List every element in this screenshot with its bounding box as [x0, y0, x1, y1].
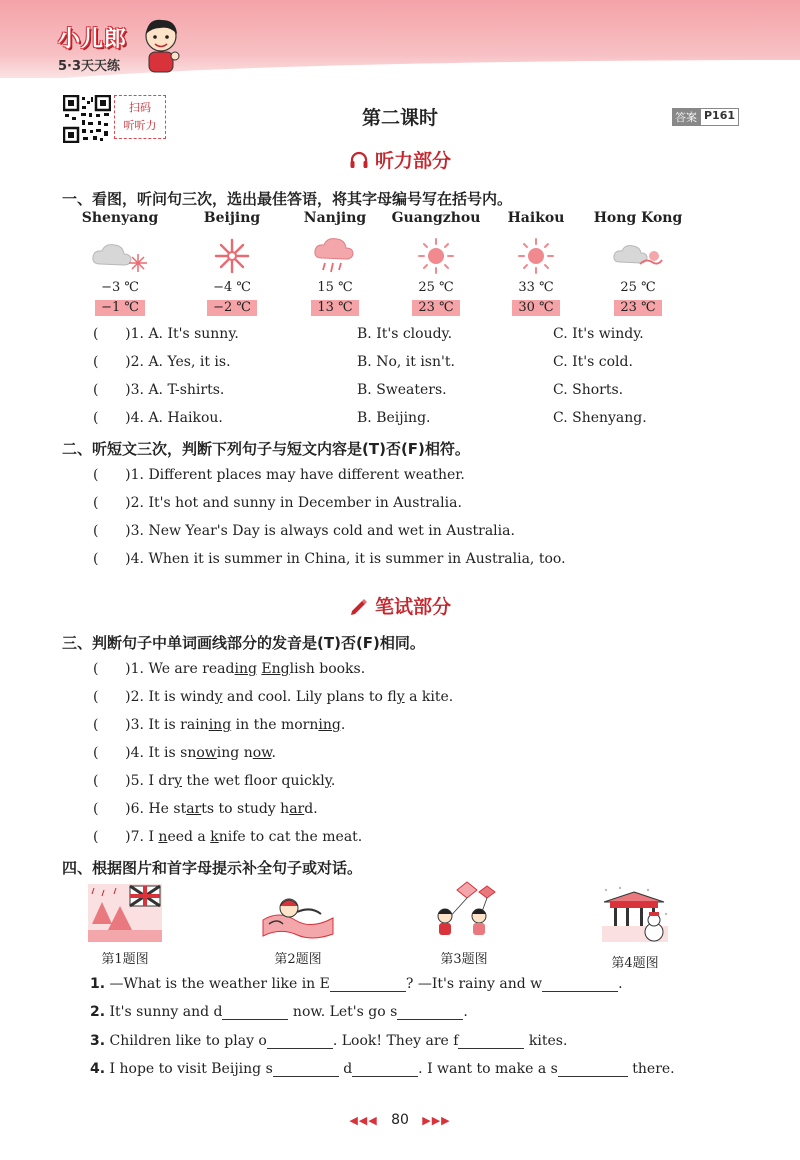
- lesson-title: 第二课时: [361, 107, 438, 129]
- picture-row: [0, 880, 800, 975]
- headphones-icon: [349, 150, 369, 170]
- section-4-title: 四、根据图片和首字母提示补全句子或对话。: [62, 859, 363, 877]
- city-shenyang: [70, 210, 170, 316]
- section-1-title: 一、看图，听问句三次，选出最佳答语，将其字母编号写在括号内。: [62, 190, 513, 208]
- q1-option-b: B. No, it isn't.: [357, 354, 455, 370]
- brand-logo: [58, 22, 127, 74]
- listening-part-heading: [0, 146, 800, 174]
- listening-part-title: 听力部分: [374, 150, 451, 172]
- answer-blank[interactable]: [267, 1035, 333, 1049]
- rain-cloud-icon: [310, 234, 360, 278]
- q2-row-3: ( )3. New Year's Day is always cold and wet in Australia.: [93, 523, 515, 539]
- q1-option-c: C. Shenyang.: [553, 410, 647, 426]
- temp-low: 30 ℃: [512, 300, 559, 316]
- q1-row-2: ( )2. A. Yes, it is.: [93, 354, 231, 370]
- answer-blank[interactable]: [542, 978, 618, 992]
- q2-row-2: ( )2. It's hot and sunny in December in Australia.: [93, 495, 462, 511]
- city-name: Guangzhou: [391, 210, 481, 226]
- q2-row-1: ( )1. Different places may have different weather.: [93, 467, 465, 483]
- city-haikou: [486, 210, 586, 316]
- q3-row-2: ( )2. It is windy and cool. Lily plans to fly a kite.: [93, 689, 454, 705]
- answer-blank[interactable]: [222, 1006, 288, 1020]
- temp-high: 25 ℃: [620, 280, 656, 295]
- temp-low: 23 ℃: [412, 300, 459, 316]
- page-number: 80: [391, 1112, 409, 1128]
- q1-row-3: ( )3. A. T-shirts.: [93, 382, 225, 398]
- temp-high: −4 ℃: [213, 280, 251, 295]
- boy-mascot-icon: [140, 16, 182, 74]
- picture-caption: 第4题图: [611, 956, 659, 971]
- q4-line-2: 2. It's sunny and d now. Let's go s .: [90, 1004, 468, 1020]
- city-name: Hong Kong: [593, 210, 683, 226]
- picture-3: [426, 880, 502, 967]
- temp-low: 23 ℃: [614, 300, 661, 316]
- answer-page-tag: [672, 108, 739, 126]
- logo-main-text: 小儿郎: [58, 27, 128, 52]
- q2-row-4: ( )4. When it is summer in China, it is summer in Australia, too.: [93, 551, 566, 567]
- q3-row-7: ( )7. I need a knife to cat the meat.: [93, 829, 363, 845]
- answer-page: P161: [700, 108, 739, 126]
- city-weather-row: [70, 210, 710, 320]
- q1-option-c: C. It's windy.: [553, 326, 644, 342]
- city-name: Beijing: [203, 210, 261, 226]
- answer-blank[interactable]: [558, 1063, 628, 1077]
- swimming-picture-icon: [259, 884, 337, 942]
- picture-caption: 第3题图: [440, 952, 488, 967]
- writing-part-heading: [0, 592, 800, 620]
- city-name: Haikou: [507, 210, 565, 226]
- picture-caption: 第2题图: [274, 952, 322, 967]
- q3-row-4: ( )4. It is snowing now.: [93, 745, 276, 761]
- temp-low: −1 ℃: [95, 300, 145, 316]
- answer-blank[interactable]: [352, 1063, 418, 1077]
- q4-line-1: 1. —What is the weather like in E ? —It's rainy and w .: [90, 976, 623, 992]
- q3-row-1: ( )1. We are reading English books.: [93, 661, 366, 677]
- city-nanjing: [285, 210, 385, 316]
- q1-option-b: B. Sweaters.: [357, 382, 447, 398]
- page-footer: [0, 1112, 800, 1128]
- temp-low: −2 ℃: [207, 300, 257, 316]
- sun-icon: [516, 236, 556, 276]
- arrows-right-icon: ▶▶▶: [422, 1114, 451, 1127]
- temp-high: 25 ℃: [418, 280, 454, 295]
- temp-low: 13 ℃: [311, 300, 358, 316]
- temp-high: −3 ℃: [101, 280, 139, 295]
- beijing-snowman-picture-icon: [598, 884, 672, 946]
- logo-sub-text: 5·3天天练: [58, 59, 121, 74]
- city-name: Nanjing: [303, 210, 367, 226]
- section-3-title: 三、判断句子中单词画线部分的发音是(T)否(F)相同。: [62, 634, 425, 652]
- pencil-icon: [349, 596, 369, 616]
- snowflake-icon: [212, 236, 252, 276]
- city-hong-kong: [588, 210, 688, 316]
- q3-row-5: ( )5. I dry the wet floor quickly.: [93, 773, 336, 789]
- q1-row-4: ( )4. A. Haikou.: [93, 410, 223, 426]
- q4-line-3: 3. Children like to play o . Look! They are f kites.: [90, 1033, 568, 1049]
- q1-option-b: B. It's cloudy.: [357, 326, 453, 342]
- picture-2: [258, 884, 338, 967]
- answer-label: 答案: [672, 108, 700, 126]
- answer-blank[interactable]: [330, 978, 406, 992]
- sun-icon: [416, 236, 456, 276]
- answer-blank[interactable]: [397, 1006, 463, 1020]
- city-guangzhou: [386, 210, 486, 316]
- q3-row-6: ( )6. He starts to study hard.: [93, 801, 318, 817]
- picture-caption: 第1题图: [101, 952, 149, 967]
- scan-line-1: 扫码: [129, 101, 151, 114]
- q4-line-4: 4. I hope to visit Beijing s d . I want to make a s there.: [90, 1061, 675, 1077]
- q3-row-3: ( )3. It is raining in the morning.: [93, 717, 346, 733]
- answer-blank[interactable]: [273, 1063, 339, 1077]
- picture-4: [596, 884, 674, 971]
- q1-option-b: B. Beijing.: [357, 410, 431, 426]
- cloud-snow-icon: [88, 236, 152, 276]
- q1-row-1: ( )1. A. It's sunny.: [93, 326, 239, 342]
- section-2-title: 二、听短文三次，判断下列句子与短文内容是(T)否(F)相符。: [62, 440, 470, 458]
- arrows-left-icon: ◀◀◀: [349, 1114, 378, 1127]
- q1-option-c: C. Shorts.: [553, 382, 624, 398]
- city-beijing: [182, 210, 282, 316]
- picture-1: [86, 884, 164, 967]
- london-rain-picture-icon: [88, 884, 162, 942]
- writing-part-title: 笔试部分: [374, 596, 451, 618]
- kite-flying-picture-icon: [427, 880, 501, 942]
- scan-line-2: 听听力: [123, 119, 157, 132]
- answer-blank[interactable]: [458, 1035, 524, 1049]
- city-name: Shenyang: [81, 210, 159, 226]
- temp-high: 15 ℃: [317, 280, 353, 295]
- q1-option-c: C. It's cold.: [553, 354, 633, 370]
- cloud-wind-icon: [610, 236, 666, 276]
- temp-high: 33 ℃: [518, 280, 554, 295]
